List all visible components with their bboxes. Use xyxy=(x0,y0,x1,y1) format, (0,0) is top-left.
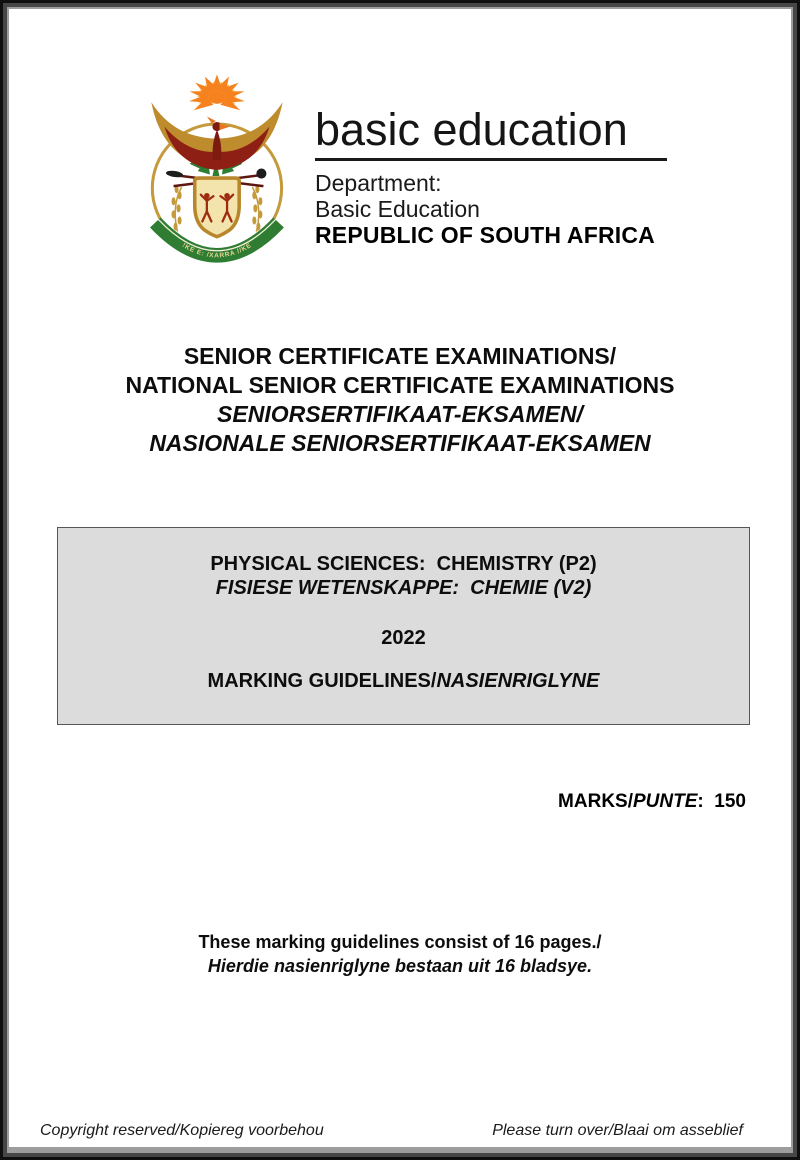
marks-line xyxy=(537,769,746,835)
south-africa-coat-of-arms-icon xyxy=(145,71,297,273)
pages-note-af: Hierdie nasienriglyne bestaan uit 16 bladsye. xyxy=(207,956,593,976)
exam-year: 2022 xyxy=(381,627,426,649)
pages-note-en: These marking guidelines consist of 16 pages./ xyxy=(198,932,602,952)
document-type xyxy=(58,669,749,693)
department-label: Department: xyxy=(315,170,442,196)
subject-title-en: PHYSICAL SCIENCES: CHEMISTRY (P2) xyxy=(210,553,597,575)
wordmark-underline xyxy=(315,158,667,161)
page-footer xyxy=(40,1122,743,1140)
shield-icon xyxy=(195,178,239,237)
heading-en-1: SENIOR CERTIFICATE EXAMINATIONS/ xyxy=(183,343,617,369)
sun-icon xyxy=(188,75,246,114)
marks-label-af: PUNTE xyxy=(633,791,698,812)
heading-en-2: NATIONAL SENIOR CERTIFICATE EXAMINATIONS xyxy=(125,372,675,398)
pages-note xyxy=(9,930,791,978)
heading-af-2: NASIONALE SENIORSERTIFIKAAT-EKSAMEN xyxy=(149,430,651,456)
exam-headings xyxy=(9,342,791,458)
document-type-af: NASIENRIGLYNE xyxy=(436,670,600,692)
motto-text: !KE E: /XARRA //KE xyxy=(180,242,254,260)
country-name: REPUBLIC OF SOUTH AFRICA xyxy=(315,222,655,248)
paper-title-box xyxy=(57,527,750,725)
marks-label-en: MARKS/ xyxy=(558,791,633,812)
turn-over-note: Please turn over/Blaai om asseblief xyxy=(492,1122,743,1139)
wordmark: basic education xyxy=(315,104,628,155)
document-type-en: MARKING GUIDELINES/ xyxy=(207,670,437,692)
marks-value: : 150 xyxy=(697,791,746,812)
copyright-note: Copyright reserved/Kopiereg voorbehou xyxy=(40,1122,324,1139)
heading-af-1: SENIORSERTIFIKAAT-EKSAMEN/ xyxy=(217,401,583,427)
document-page xyxy=(9,9,791,1147)
subject-title-af: FISIESE WETENSKAPPE: CHEMIE (V2) xyxy=(215,577,592,599)
logo-text-block xyxy=(315,105,715,249)
department-name: Basic Education xyxy=(315,196,480,222)
